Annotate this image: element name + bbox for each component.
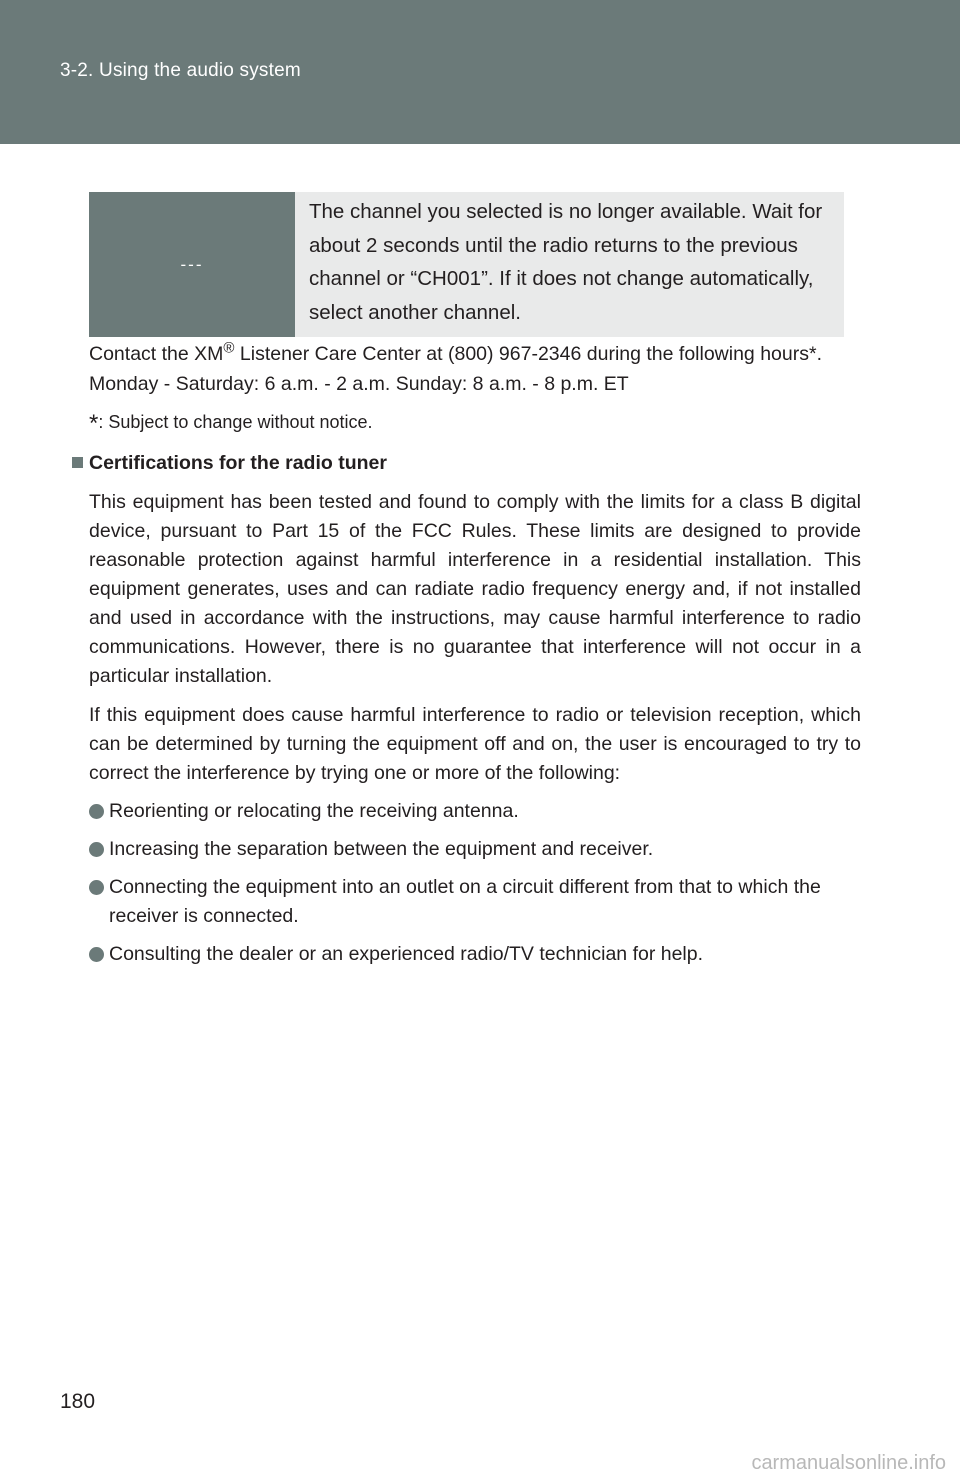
footnote (89, 408, 861, 437)
contact-hours: Monday - Saturday: 6 a.m. - 2 a.m. Sunday: 8 a.m. - 8 p.m. ET (89, 373, 629, 395)
main-content (89, 340, 861, 969)
circle-bullet-icon (89, 842, 104, 857)
list-item-text: Reorienting or relocating the receiving antenna. (109, 800, 519, 822)
list-item (89, 797, 861, 826)
list-item-text: Increasing the separation between the equipment and receiver. (109, 838, 654, 860)
section-heading (73, 449, 861, 478)
circle-bullet-icon (89, 804, 104, 819)
header-bar (0, 0, 960, 144)
contact-info (89, 340, 861, 398)
section-heading-text: Certifications for the radio tuner (89, 452, 387, 474)
message-code-cell: --- (89, 192, 295, 337)
paragraph: If this equipment does cause harmful interference to radio or television reception, which can be determined by turning the equipment off and on, the user is encouraged to try to correct the interference by trying one or more of the following: (89, 704, 861, 784)
list-item (89, 940, 861, 969)
paragraph: This equipment has been tested and found to comply with the limits for a class B digital device, pursuant to Part 15 of the FCC Rules. These limits are designed to provide reasonable protection against harmful interference in a residential installation. This equipment generates, uses and can radiate radio frequency energy and, if not installed and used in accordance with the instructions, may cause harmful interference to radio communications. However, there is no guarantee that interference will not occur in a particular installation. (89, 491, 861, 687)
list-item (89, 873, 861, 931)
square-bullet-icon (72, 457, 83, 468)
contact-period: . (816, 343, 822, 365)
contact-text-after-mark: Listener Care Center at (800) 967-2346 during the following hours (234, 343, 809, 365)
list-item (89, 835, 861, 864)
list-item-text: Consulting the dealer or an experienced radio/TV technician for help. (109, 943, 704, 965)
footnote-asterisk-icon: * (808, 343, 817, 365)
section-breadcrumb: 3-2. Using the audio system (60, 60, 301, 81)
message-table (89, 192, 844, 337)
contact-text-before-mark: Contact the XM (89, 343, 224, 365)
registered-mark: ® (223, 339, 235, 357)
message-description-cell: The channel you selected is no longer available. Wait for about 2 seconds until the radio returns to the previous channel or “CH001”. If it does not change automatically, select another channel. (295, 192, 844, 337)
footnote-star: * (89, 410, 99, 437)
watermark-link[interactable]: carmanualsonline.info (751, 1452, 946, 1474)
circle-bullet-icon (89, 947, 104, 962)
page-number: 180 (60, 1390, 96, 1413)
list-item-text: Connecting the equipment into an outlet on a circuit different from that to which the receiver is connected. (109, 876, 821, 927)
circle-bullet-icon (89, 880, 104, 895)
footnote-text: : Subject to change without notice. (98, 412, 373, 432)
